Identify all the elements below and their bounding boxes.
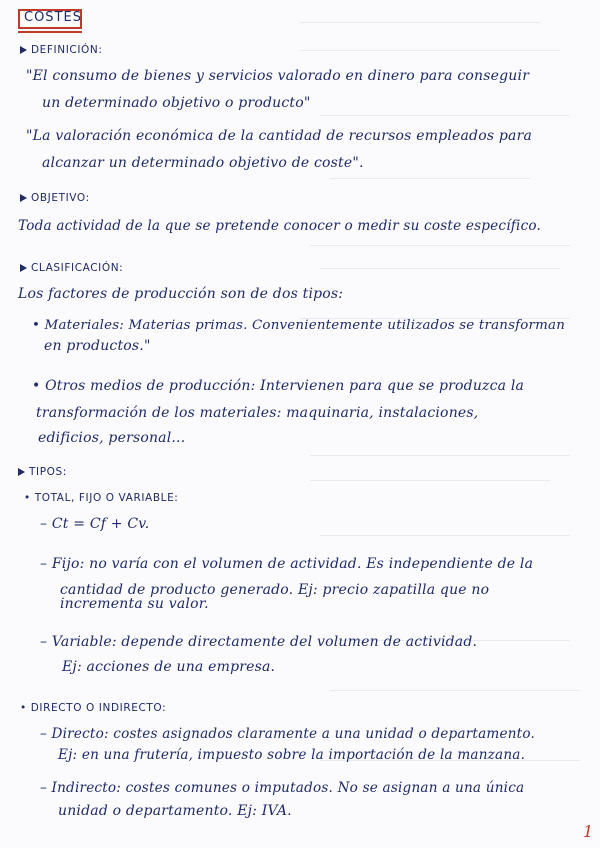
directo-indirecto-line-4: unidad o departamento. Ej: IVA. [58,803,292,819]
clasificacion-line-3: en productos." [44,338,151,354]
fijo-variable-line-6: Ej: acciones de una empresa. [62,659,276,675]
definicion-line-3: "La valoración económica de la cantidad de recursos empleados para [26,128,533,144]
clasificacion-heading-text: CLASIFICACIÓN: [31,262,124,274]
directo-indirecto-heading: • DIRECTO O INDIRECTO: [20,702,167,714]
title-underline [18,31,82,33]
objetivo-line-1: Toda actividad de la que se pretende conocer o medir su coste específico. [18,218,542,234]
fijo-variable-line-5: – Variable: depende directamente del volumen de actividad. [40,634,478,650]
definicion-line-4: alcanzar un determinado objetivo de coste". [42,155,364,171]
arrow-bullet-icon [20,194,27,202]
definicion-heading [20,44,103,56]
clasificacion-line-1: Los factores de producción son de dos tipos: [18,286,344,302]
directo-indirecto-line-1: – Directo: costes asignados claramente a una unidad o departamento. [40,726,535,742]
clasificacion-line-5: transformación de los materiales: maquinaria, instalaciones, [36,405,479,421]
definicion-line-2: un determinado objetivo o producto" [42,95,311,111]
directo-indirecto-line-3: – Indirecto: costes comunes o imputados. No se asignan a una única [40,780,525,796]
tipos-heading [18,466,67,478]
fijo-variable-heading: • TOTAL, FIJO O VARIABLE: [24,492,179,504]
clasificacion-line-2: • Materiales: Materias primas. Convenientemente utilizados se transforman [32,318,566,333]
arrow-bullet-icon [18,468,25,476]
fijo-variable-line-1: – Ct = Cf + Cv. [40,516,150,532]
fijo-variable-line-4: incrementa su valor. [60,596,209,612]
objetivo-heading-text: OBJETIVO: [31,192,90,204]
clasificacion-line-6: edificios, personal... [38,430,186,446]
arrow-bullet-icon [20,264,27,272]
objetivo-heading [20,192,90,204]
definicion-heading-text: DEFINICIÓN: [31,44,103,56]
clasificacion-heading [20,262,123,274]
directo-indirecto-line-2: Ej: en una frutería, impuesto sobre la importación de la manzana. [58,747,526,763]
arrow-bullet-icon [20,46,27,54]
page-number: 1 [583,822,594,841]
definicion-line-1: "El consumo de bienes y servicios valorado en dinero para conseguir [26,68,530,84]
tipos-heading-text: TIPOS: [29,466,67,478]
clasificacion-line-4: • Otros medios de producción: Intervienen para que se produzca la [32,378,525,394]
page-title: COSTES [24,10,82,25]
fijo-variable-line-2: – Fijo: no varía con el volumen de actividad. Es independiente de la [40,556,534,572]
fijo-variable-line-3: cantidad de producto generado. Ej: precio zapatilla que no [60,582,490,598]
